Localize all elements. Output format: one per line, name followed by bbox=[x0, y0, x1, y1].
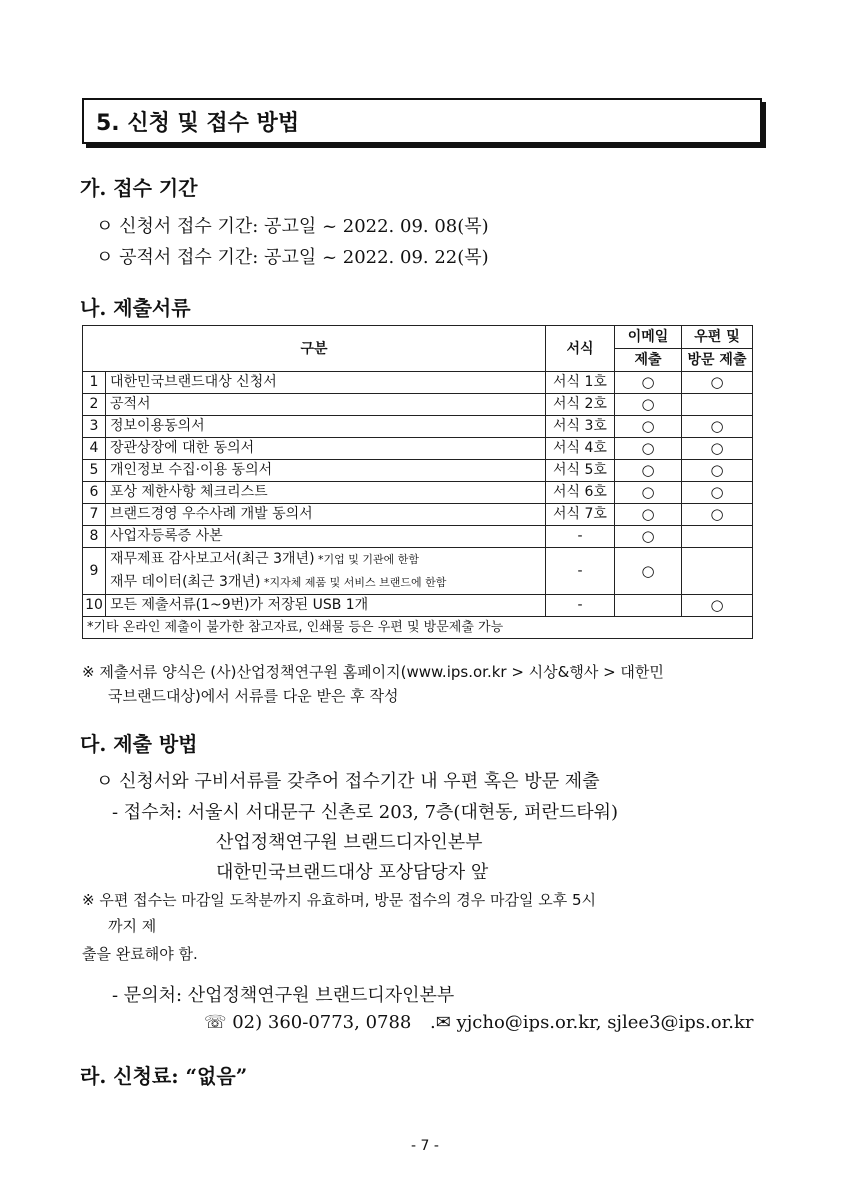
header-post-2: 방문 제출 bbox=[682, 349, 753, 372]
row-name: 대한민국브랜드대상 신청서 bbox=[106, 372, 546, 394]
row-form: 서식 5호 bbox=[546, 460, 615, 482]
part-b-heading: 나. 제출서류 bbox=[80, 296, 191, 320]
table-row bbox=[83, 416, 753, 438]
row-post-mark: ○ bbox=[682, 595, 753, 617]
row-post-mark: ○ bbox=[682, 416, 753, 438]
contact-line: - 문의처: 산업정책연구원 브랜드디자인본부 bbox=[112, 985, 455, 1006]
contact-email: .✉ yjcho@ips.or.kr, sjlee3@ips.or.kr bbox=[430, 1012, 754, 1033]
part-d-heading: 라. 신청료: “없음” bbox=[80, 1064, 248, 1088]
table-row bbox=[83, 504, 753, 526]
row-post-mark: ○ bbox=[682, 504, 753, 526]
row-email-mark: ○ bbox=[615, 416, 682, 438]
row-form: 서식 7호 bbox=[546, 504, 615, 526]
row-email-mark: ○ bbox=[615, 438, 682, 460]
row-name: 개인정보 수집·이용 동의서 bbox=[106, 460, 546, 482]
part-b-note-line-1: ※ 제출서류 양식은 (사)산업정책연구원 홈페이지(www.ips.or.kr > 시상&행사 > 대한민 bbox=[82, 663, 664, 681]
row-form: - bbox=[546, 526, 615, 548]
table-footnote-row bbox=[83, 617, 753, 639]
row-email-mark: ○ bbox=[615, 548, 682, 595]
row-post-mark bbox=[682, 394, 753, 416]
table-row bbox=[83, 548, 753, 595]
row-number: 4 bbox=[83, 438, 106, 460]
row9-line-1 bbox=[110, 548, 541, 571]
part-c-note-line-2: 까지 제 bbox=[108, 917, 157, 935]
part-a-item-2: ㅇ 공적서 접수 기간: 공고일 ~ 2022. 09. 22(목) bbox=[96, 247, 489, 268]
page-number: - 7 - bbox=[411, 1138, 439, 1154]
row-number: 8 bbox=[83, 526, 106, 548]
row-name: 모든 제출서류(1~9번)가 저장된 USB 1개 bbox=[106, 595, 546, 617]
table-row bbox=[83, 526, 753, 548]
address-line-3: 대한민국브랜드대상 포상담당자 앞 bbox=[216, 862, 489, 883]
row-name: 공적서 bbox=[106, 394, 546, 416]
row-form: - bbox=[546, 595, 615, 617]
documents-table bbox=[82, 325, 753, 639]
row-form: 서식 4호 bbox=[546, 438, 615, 460]
section-title: 5. 신청 및 접수 방법 bbox=[96, 111, 300, 136]
part-a-heading: 가. 접수 기간 bbox=[80, 176, 198, 200]
part-a-item-1: ㅇ 신청서 접수 기간: 공고일 ~ 2022. 09. 08(목) bbox=[96, 216, 489, 237]
row-number: 9 bbox=[83, 548, 106, 595]
row-name: 포상 제한사항 체크리스트 bbox=[106, 482, 546, 504]
contact-phone: ☏ 02) 360-0773, 0788 bbox=[204, 1012, 412, 1033]
part-c-note-line-3: 출을 완료해야 함. bbox=[82, 945, 198, 963]
header-email-2: 제출 bbox=[615, 349, 682, 372]
row-number: 1 bbox=[83, 372, 106, 394]
table-header-row bbox=[83, 326, 753, 349]
row-form: 서식 3호 bbox=[546, 416, 615, 438]
row-number: 7 bbox=[83, 504, 106, 526]
table-row bbox=[83, 482, 753, 504]
part-c-note-line-1: ※ 우편 접수는 마감일 도착분까지 유효하며, 방문 접수의 경우 마감일 오후 5시 bbox=[82, 891, 597, 909]
row-email-mark bbox=[615, 595, 682, 617]
row-form: 서식 6호 bbox=[546, 482, 615, 504]
row-email-mark: ○ bbox=[615, 482, 682, 504]
header-form: 서식 bbox=[546, 326, 615, 372]
row-name: 브랜드경영 우수사례 개발 동의서 bbox=[106, 504, 546, 526]
row9-line2-note: *지자체 제품 및 서비스 브랜드에 한함 bbox=[260, 576, 447, 589]
address-line-1: - 접수처: 서울시 서대문구 신촌로 203, 7층(대현동, 퍼란드타워) bbox=[112, 802, 619, 823]
header-post-1: 우편 및 bbox=[682, 326, 753, 349]
row9-line1-note: *기업 및 기관에 한함 bbox=[314, 553, 420, 566]
row-post-mark: ○ bbox=[682, 460, 753, 482]
table-row bbox=[83, 595, 753, 617]
row-email-mark: ○ bbox=[615, 526, 682, 548]
header-email-1: 이메일 bbox=[615, 326, 682, 349]
row-form: 서식 1호 bbox=[546, 372, 615, 394]
row-number: 5 bbox=[83, 460, 106, 482]
section-title-box bbox=[82, 98, 762, 144]
row9-line-2 bbox=[110, 571, 541, 594]
row-number: 10 bbox=[83, 595, 106, 617]
row-form: 서식 2호 bbox=[546, 394, 615, 416]
part-b-note-line-2: 국브랜드대상)에서 서류를 다운 받은 후 작성 bbox=[108, 687, 399, 705]
row9-line1-main: 재무제표 감사보고서(최근 3개년) bbox=[110, 551, 315, 567]
row9-line2-main: 재무 데이터(최근 3개년) bbox=[110, 574, 261, 590]
row-post-mark bbox=[682, 526, 753, 548]
row-post-mark bbox=[682, 548, 753, 595]
row-form: - bbox=[546, 548, 615, 595]
row-email-mark: ○ bbox=[615, 460, 682, 482]
row-email-mark: ○ bbox=[615, 394, 682, 416]
row-name: 사업자등록증 사본 bbox=[106, 526, 546, 548]
row-name: 장관상장에 대한 동의서 bbox=[106, 438, 546, 460]
part-c-heading: 다. 제출 방법 bbox=[80, 732, 198, 756]
row-number: 3 bbox=[83, 416, 106, 438]
table-row bbox=[83, 460, 753, 482]
row-post-mark: ○ bbox=[682, 482, 753, 504]
table-row bbox=[83, 438, 753, 460]
row-email-mark: ○ bbox=[615, 504, 682, 526]
row-name-multiline bbox=[106, 548, 546, 595]
part-c-item: ㅇ 신청서와 구비서류를 갖추어 접수기간 내 우편 혹은 방문 제출 bbox=[96, 771, 600, 792]
row-number: 2 bbox=[83, 394, 106, 416]
table-row bbox=[83, 394, 753, 416]
row-email-mark: ○ bbox=[615, 372, 682, 394]
row-post-mark: ○ bbox=[682, 438, 753, 460]
row-number: 6 bbox=[83, 482, 106, 504]
row-post-mark: ○ bbox=[682, 372, 753, 394]
table-footnote: *기타 온라인 제출이 불가한 참고자료, 인쇄물 등은 우편 및 방문제출 가능 bbox=[83, 617, 753, 639]
header-category: 구분 bbox=[83, 326, 546, 372]
row-name: 정보이용동의서 bbox=[106, 416, 546, 438]
address-line-2: 산업정책연구원 브랜드디자인본부 bbox=[216, 832, 483, 853]
table-row bbox=[83, 372, 753, 394]
